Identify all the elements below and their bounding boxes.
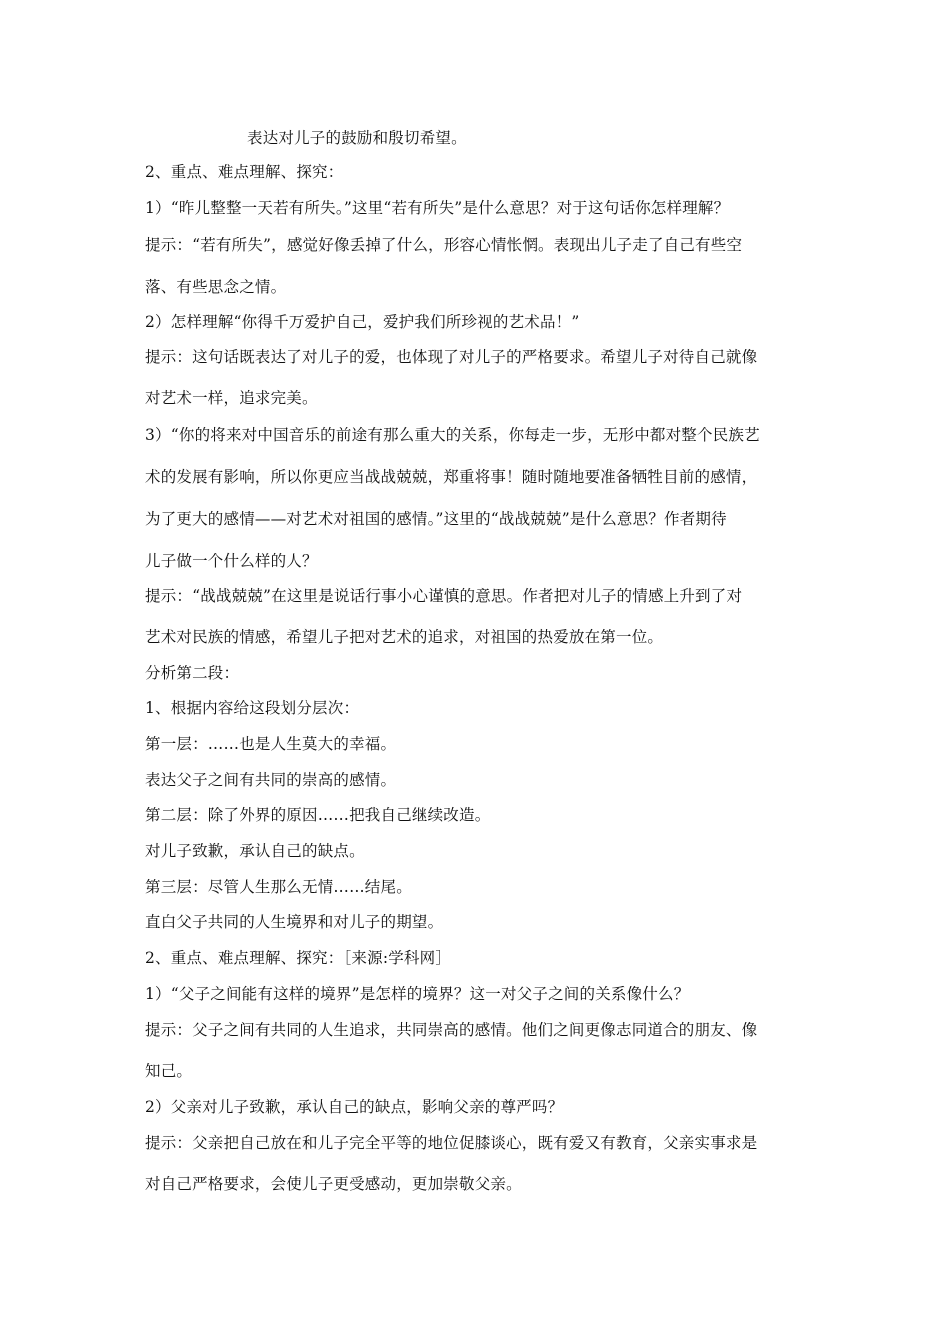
text-line: 提示：父子之间有共同的人生追求，共同崇高的感情。他们之间更像志同道合的朋友、像 [145, 1021, 758, 1039]
text-line: 1）“父子之间能有这样的境界”是怎样的境界？这一对父子之间的关系像什么？ [145, 985, 690, 1003]
text-line: 直白父子共同的人生境界和对儿子的期望。 [145, 913, 444, 931]
text-line: 2）怎样理解“你得千万爱护自己，爱护我们所珍视的艺术品！” [145, 313, 580, 331]
text-line: 术的发展有影响，所以你更应当战战兢兢，郑重将事！随时随地要准备牺牲目前的感情， [145, 468, 758, 486]
text-line: 3）“你的将来对中国音乐的前途有那么重大的关系，你每走一步，无形中都对整个民族艺 [145, 426, 760, 444]
text-line: 提示：这句话既表达了对儿子的爱，也体现了对儿子的严格要求。希望儿子对待自己就像 [145, 348, 758, 366]
text-line: 对艺术一样，追求完美。 [145, 389, 318, 407]
text-line: 为了更大的感情——对艺术对祖国的感情。”这里的“战战兢兢”是什么意思？作者期待 [145, 510, 727, 528]
text-line: 1）“昨儿整整一天若有所失。”这里“若有所失”是什么意思？对于这句话你怎样理解？ [145, 199, 730, 217]
text-line: 第二层：除了外界的原因……把我自己继续改造。 [145, 806, 491, 824]
text-line: 第一层：……也是人生莫大的幸福。 [145, 735, 397, 753]
text-line: 艺术对民族的情感，希望儿子把对艺术的追求，对祖国的热爱放在第一位。 [145, 628, 664, 646]
text-line: 对自己严格要求，会使儿子更受感动，更加崇敬父亲。 [145, 1175, 522, 1193]
text-line: 2、重点、难点理解、探究： [145, 163, 344, 181]
text-line: 表达对儿子的鼓励和殷切希望。 [247, 129, 467, 147]
text-line: 提示：“战战兢兢”在这里是说话行事小心谨慎的意思。作者把对儿子的情感上升到了对 [145, 587, 743, 605]
text-line: 提示：父亲把自己放在和儿子完全平等的地位促膝谈心，既有爱又有教育，父亲实事求是 [145, 1134, 758, 1152]
text-line: 对儿子致歉，承认自己的缺点。 [145, 842, 365, 860]
text-line: 表达父子之间有共同的崇高的感情。 [145, 771, 397, 789]
text-line: 2、重点、难点理解、探究：［来源:学科网］ [145, 949, 452, 967]
text-line: 知己。 [145, 1062, 193, 1080]
text-line: 分析第二段： [145, 664, 240, 682]
text-line: 提示：“若有所失”，感觉好像丢掉了什么，形容心情怅惘。表现出儿子走了自己有些空 [145, 236, 743, 254]
text-line: 2）父亲对儿子致歉，承认自己的缺点，影响父亲的尊严吗？ [145, 1098, 564, 1116]
text-line: 第三层：尽管人生那么无情……结尾。 [145, 878, 412, 896]
text-line: 儿子做一个什么样的人？ [145, 552, 318, 570]
text-line: 落、有些思念之情。 [145, 278, 287, 296]
text-line: 1、根据内容给这段划分层次： [145, 699, 360, 717]
